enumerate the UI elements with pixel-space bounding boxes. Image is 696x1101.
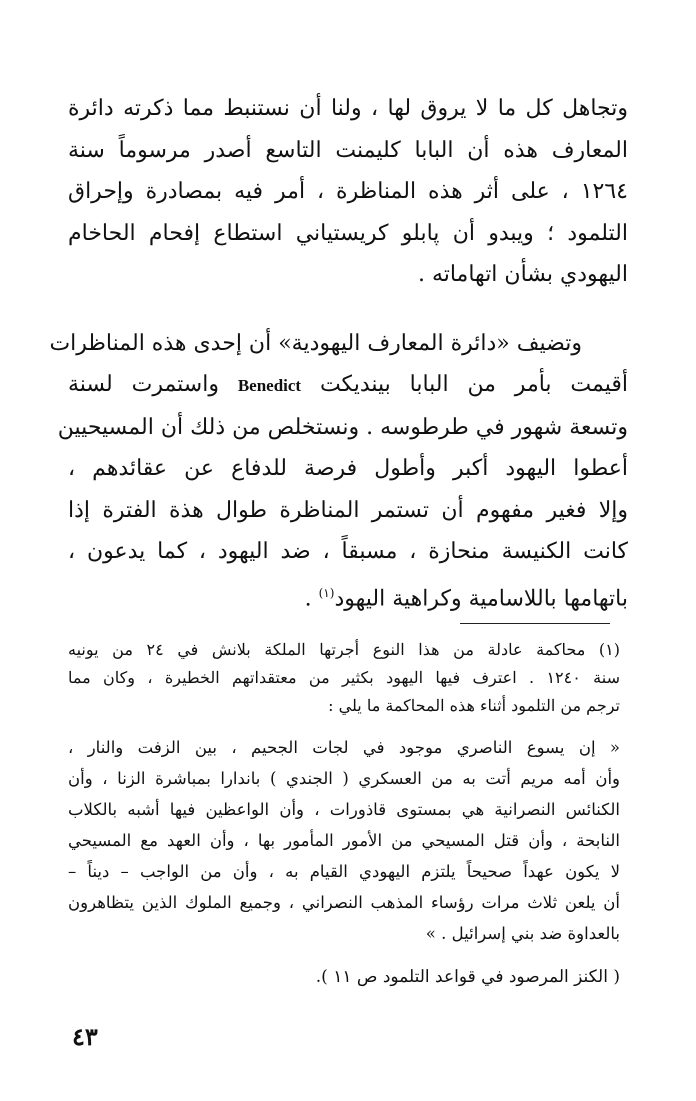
footnote-intro — [68, 636, 620, 720]
text-line: وتسعة شهور في طرطوسه . ونستخلص من ذلك أن المسيحيين — [57, 414, 628, 440]
footnote-quote — [68, 732, 620, 949]
text-line: اليهودي بشأن اتهاماته . — [417, 262, 628, 287]
main-text — [49, 88, 628, 619]
paragraph-2 — [49, 323, 628, 620]
footnote-line: وأن أمه مريم أتت به من العسكري ( الجندي ) باندارا بمباشرة الزنا ، وأن — [68, 769, 620, 788]
text-line: وتجاهل كل ما لا يروق لها ، ولنا أن نستنبط مما ذكرته دائرة — [68, 96, 628, 121]
text-line: ١٢٦٤ ، على أثر هذه المناظرة ، أمر فيه بمصادرة وإحراق — [68, 179, 628, 204]
text-line-with-latin — [68, 364, 628, 407]
footnote-source: ( الكنز المرصود في قواعد التلمود ص ١١ ). — [315, 967, 620, 987]
footnote-line: ترجم من التلمود أثناء هذه المحاكمة ما يلي : — [328, 696, 620, 715]
footnote-line: سنة ١٢٤٠ . اعترف فيها اليهود بكثير من معتقداتهم الخطيرة ، وكان مما — [68, 668, 620, 687]
text-segment: باتهامها باللاسامية وكراهية اليهود — [334, 585, 628, 611]
footnote-line: بالعداوة ضد بني إسرائيل . » — [425, 924, 620, 943]
footnote-divider — [460, 623, 610, 624]
text-segment: أقيمت بأمر من البابا بينديكت — [319, 372, 628, 397]
footnote-line: (١) محاكمة عادلة من هذا النوع أجرتها الملكة بلانش في ٢٤ من يونيه — [68, 640, 621, 659]
text-line: أعطوا اليهود أكبر وأطول فرصة للدفاع عن عقائدهم ، — [68, 456, 628, 481]
footnote — [68, 636, 620, 991]
footnote-line: أن يلعن ثلاث مرات رؤساء المذهب النصراني ، وجميع الملوك الذين يتظاهرون — [68, 893, 620, 912]
paragraph-1 — [68, 88, 628, 296]
text-line: وإلا فغير مفهوم أن تستمر المناظرة طوال هذة الفترة إذا — [68, 497, 628, 523]
text-line: التلمود ؛ ويبدو أن پابلو كريستياني استطاع إفحام الحاخام — [68, 220, 628, 246]
text-segment: . — [304, 585, 319, 611]
footnote-ref: (١) — [318, 585, 335, 600]
footnote-line: النابحة ، وأن قتل المسيحي من الأمور المأمور بها ، وأن العهد مع المسيحي — [68, 831, 620, 850]
text-line: كانت الكنيسة منحازة ، مسبقاً ، ضد اليهود ، كما يدعون ، — [68, 539, 628, 564]
text-line: وتضيف «دائرة المعارف اليهودية» أن إحدى هذه المناظرات — [49, 330, 582, 356]
footnote-line: « إن يسوع الناصري موجود في لجات الجحيم ، بين الزفت والنار ، — [68, 738, 620, 757]
text-line-with-footnote-ref — [68, 573, 628, 620]
latin-name: Benedict — [237, 376, 302, 395]
text-segment: واستمرت لسنة — [68, 372, 219, 397]
page-number: ٤٣ — [72, 1022, 98, 1051]
footnote-line: الكنائس النصرانية هي بمستوى قاذورات ، وأن الواعظين فيها أشبه بالكلاب — [68, 800, 620, 819]
text-line: المعارف هذه أن البابا كليمنت التاسع أصدر مرسوماً سنة — [68, 137, 628, 163]
footnote-line: لا يكون عهداً صحيحاً يلتزم اليهودي القيام به ، وأن من الواجب – ديناً – — [68, 862, 620, 881]
